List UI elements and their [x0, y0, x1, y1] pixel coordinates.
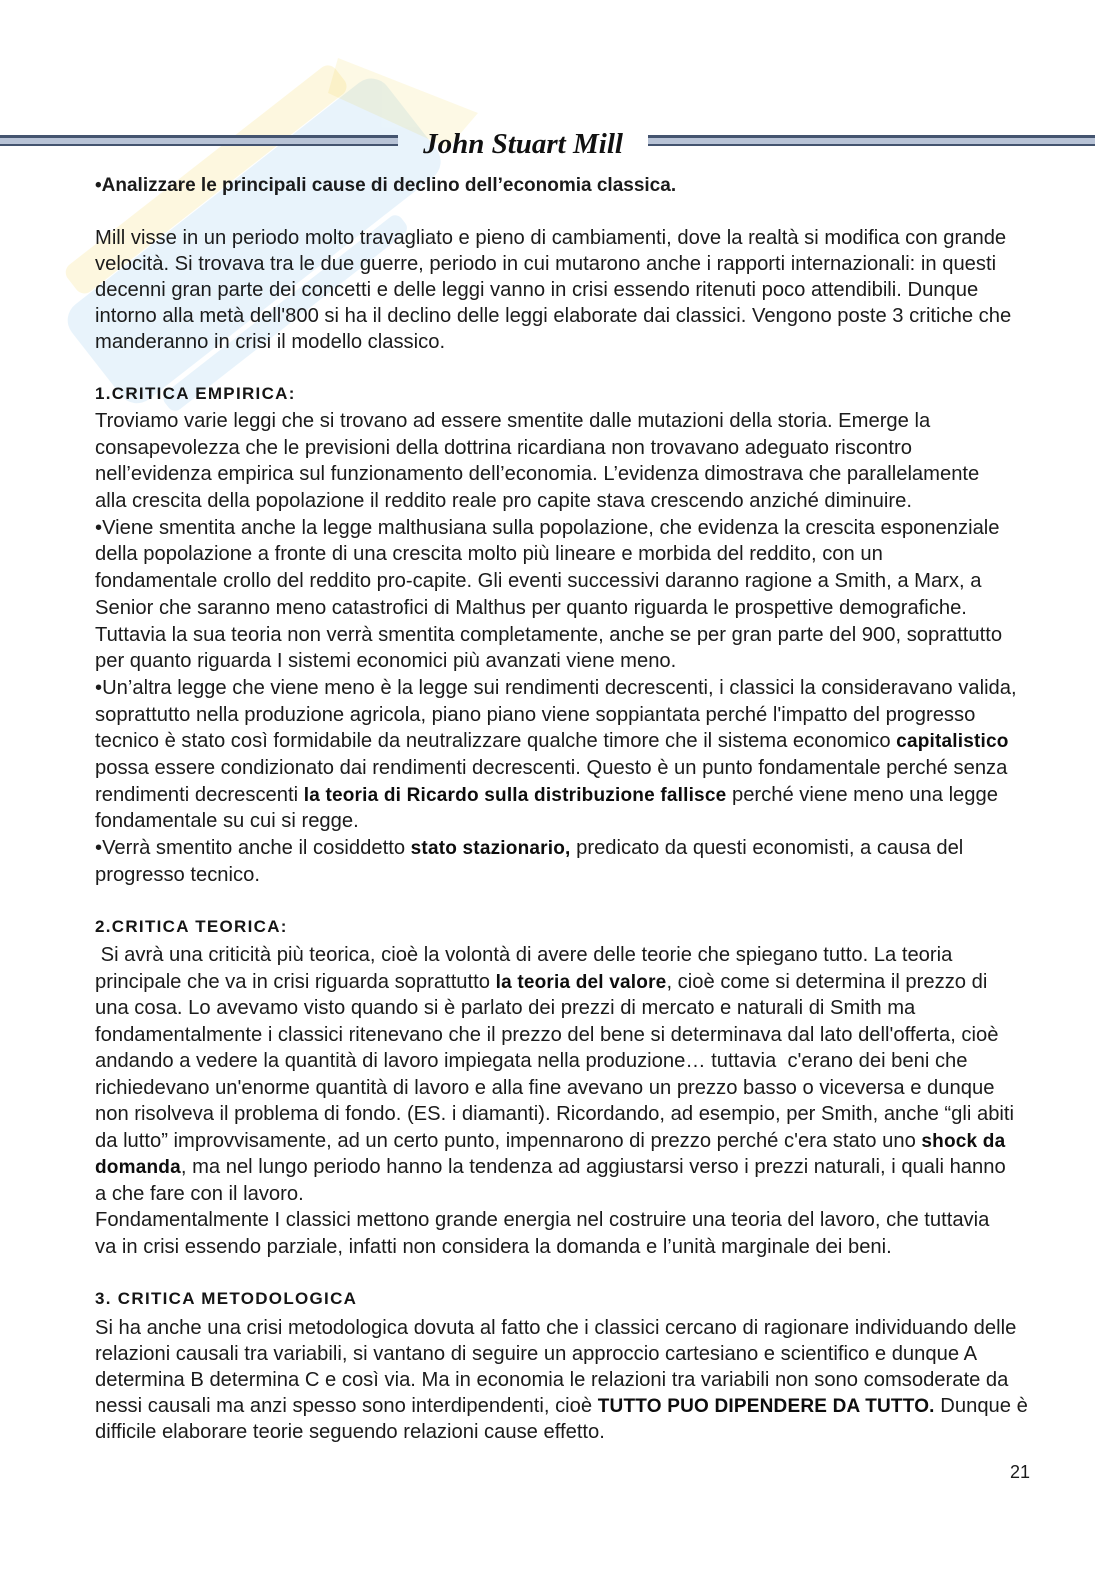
text-line: progresso tecnico.: [95, 863, 260, 886]
text-run: •Verrà smentito anche il cosiddetto: [95, 837, 411, 859]
text-line: manderanno in crisi il modello classico.: [95, 331, 446, 353]
page-number: 21: [1010, 1462, 1031, 1482]
emphasis-run: shock da: [921, 1130, 1006, 1152]
emphasis-run: domanda: [95, 1157, 181, 1178]
text-line: fondamentale su cui si regge.: [95, 810, 359, 833]
text-line: Senior che saranno meno catastrofici di Malthus per quanto riguarda le prospettive demografiche.: [95, 596, 967, 619]
text-line: intorno alla metà dell'800 si ha il declino delle leggi elaborate dai classici. Vengono poste 3 critiche che: [95, 305, 1012, 327]
text-line: [95, 835, 1017, 862]
text-run: Dunque è: [934, 1395, 1028, 1417]
emphasis-run: la teoria del valore: [495, 971, 667, 993]
text-run: perché viene meno una legge: [726, 783, 998, 806]
text-run: , cioè come si determina il prezzo di: [666, 970, 988, 993]
text-line: Tuttavia la sua teoria non verrà smentita completamente, anche se per gran parte del 900, soprattutto: [95, 623, 1003, 646]
text-line: [95, 1154, 1014, 1181]
text-line: [95, 728, 1017, 755]
text-run: predicato da questi economisti, a causa del: [570, 837, 964, 859]
text-line: [95, 782, 1017, 809]
emphasis-run: TUTTO PUO DIPENDERE DA TUTTO.: [597, 1396, 935, 1417]
text-run: tecnico è stato così formidabile da neutralizzare qualche timore che il sistema economico: [95, 730, 897, 753]
text-line: Troviamo varie leggi che si trovano ad essere smentite dalle mutazioni della storia. Emerge la: [95, 410, 931, 432]
text-line: va in crisi essendo parziale, infatti non considera la domanda e l’unità marginale dei beni.: [95, 1235, 892, 1258]
text-line: fondamentale crollo del reddito pro-capite. Gli eventi successivi daranno ragione a Smith, a Marx, a: [95, 570, 982, 593]
text-line: •Un’altra legge che viene meno è la legge sui rendimenti decrescenti, i classici la consideravano valida,: [95, 676, 1017, 699]
section-body-teorica: [95, 942, 1014, 1260]
intro-paragraph: [95, 225, 1011, 355]
text-line: andando a vedere la quantità di lavoro impiegata nella produzione… tuttavia c'erano dei beni che: [95, 1050, 968, 1072]
text-line: per quanto riguarda I sistemi economici più avanzati viene meno.: [95, 650, 677, 673]
text-line: della popolazione a fronte di una crescita molto più lineare e morbida del reddito, con un: [95, 543, 883, 566]
text-line: velocità. Si trovava tra le due guerre, periodo in cui mutarono anche i rapporti internazionali: in questi: [95, 253, 997, 275]
text-line: una cosa. Lo avevamo visto quando si è parlato dei prezzi di mercato e naturali di Smith ma: [95, 997, 916, 1019]
text-line: •Viene smentita anche la legge malthusiana sulla popolazione, che evidenza la crescita esponenziale: [95, 516, 1000, 539]
text-line: [95, 1128, 1014, 1155]
emphasis-run: capitalistico: [896, 731, 1009, 753]
text-line: soprattutto nella produzione agricola, piano piano viene soppiantata perché l'impatto del progresso: [95, 703, 976, 726]
emphasis-run: stato stazionario,: [410, 838, 571, 859]
text-line: nell’evidenza empirica sul funzionamento dell’economia. L’evidenza dimostrava che parallelamente: [95, 463, 980, 486]
text-line: Mill visse in un periodo molto travagliato e pieno di cambiamenti, dove la realtà si modifica con grande: [95, 227, 1007, 249]
text-line: decenni gran parte dei concetti e delle leggi vanno in crisi essendo ritenuti poco attendibili. Dunque: [95, 279, 979, 301]
text-line: non risolveva il problema di fondo. (ES. i diamanti). Ricordando, ad esempio, per Smith, anche “gli abiti: [95, 1103, 1014, 1125]
text-line: richiedevano un'enorme quantità di lavoro e alla fine avevano un prezzo basso o viceversa e dunque: [95, 1076, 995, 1099]
section-heading-metodologica: 3. CRITICA METODOLOGICA: [95, 1289, 358, 1308]
text-line: Si ha anche una crisi metodologica dovuta al fatto che i classici cercano di ragionare individuando delle: [95, 1317, 1017, 1339]
section-body-empirica: [95, 408, 1017, 888]
text-run: rendimenti decrescenti: [95, 783, 304, 806]
text-line: determina B determina C e così via. Ma in economia le relazioni tra variabili non sono comsoderate da: [95, 1369, 1009, 1391]
title-rule-right: [648, 135, 1095, 146]
emphasis-run: la teoria di Ricardo sulla distribuzione fallisce: [303, 784, 727, 806]
text-line: [95, 1393, 1028, 1419]
text-run: nessi causali ma anzi spesso sono interdipendenti, cioè: [95, 1395, 598, 1417]
text-line: [95, 969, 1014, 996]
text-line: Fondamentalmente I classici mettono grande energia nel costruire una teoria del lavoro, che tuttavia: [95, 1209, 990, 1231]
text-run: da lutto” improvvisamente, ad un certo punto, impennarono di prezzo perché c'era stato uno: [95, 1129, 922, 1152]
section-heading-teorica: 2.CRITICA TEORICA:: [95, 917, 288, 936]
text-run: , ma nel lungo periodo hanno la tendenza ad aggiustarsi verso i prezzi naturali, i quali hanno: [180, 1156, 1006, 1178]
text-run: principale che va in crisi riguarda soprattutto: [95, 970, 496, 993]
objective-heading: •Analizzare le principali cause di declino dell’economia classica.: [95, 175, 677, 196]
text-line: difficile elaborare teorie seguendo relazioni cause effetto.: [95, 1421, 605, 1443]
text-line: fondamentalmente i classici ritenevano che il prezzo del bene si determinava dal lato dell'offerta, cioè: [95, 1023, 999, 1046]
text-line: alla crescita della popolazione il reddito reale pro capite stava crescendo anziché diminuire.: [95, 490, 912, 513]
text-line: possa essere condizionato dai rendimenti decrescenti. Questo è un punto fondamentale perché senza: [95, 756, 1008, 779]
page-title: John Stuart Mill: [423, 128, 623, 160]
section-heading-empirica: 1.CRITICA EMPIRICA:: [95, 384, 296, 403]
text-line: relazioni causali tra variabili, si vantano di seguire un approccio cartesiano e scientifico e dunque A: [95, 1343, 978, 1365]
text-line: Si avrà una criticità più teorica, cioè la volontà di avere delle teorie che spiegano tutto. La teoria: [95, 944, 953, 966]
text-line: a che fare con il lavoro.: [95, 1182, 304, 1205]
title-rule-left: [0, 135, 398, 146]
section-body-metodologica: [95, 1315, 1028, 1445]
text-line: consapevolezza che le previsioni della dottrina ricardiana non trovavano adeguato riscontro: [95, 436, 912, 459]
